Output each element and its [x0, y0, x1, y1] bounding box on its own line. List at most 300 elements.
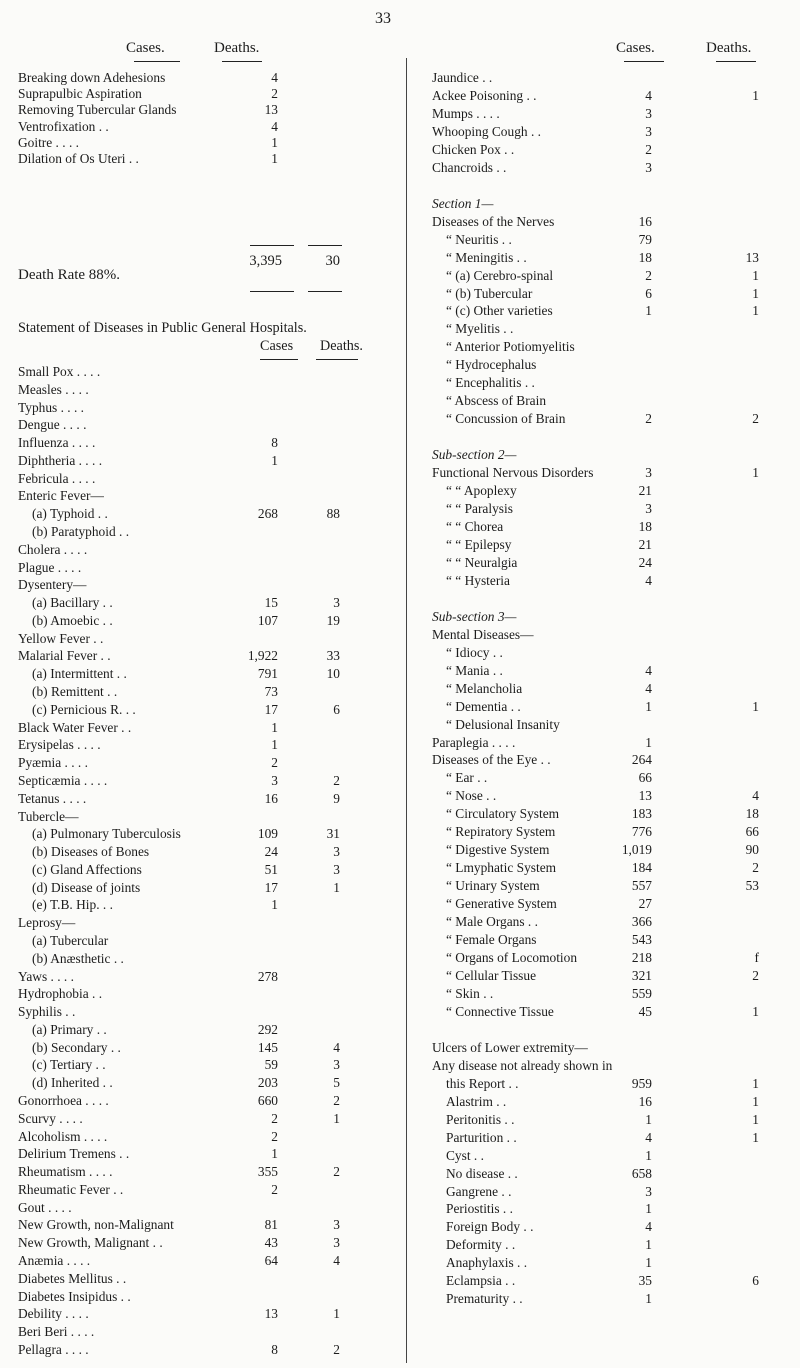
table-row	[18, 364, 358, 380]
row-cases: 1	[645, 1291, 652, 1307]
row-cases: 1,922	[247, 648, 278, 664]
table-row	[432, 627, 792, 643]
row-cases: 791	[257, 666, 278, 682]
row-label: Whooping Cough . .	[432, 123, 541, 139]
row-label: Dilation of Os Uteri . .	[18, 151, 139, 166]
row-cases: 1	[645, 1147, 652, 1163]
row-label: Diseases of the Nerves	[432, 213, 555, 229]
table-row	[432, 914, 792, 930]
row-label: (b) Anæsthetic . .	[32, 950, 124, 966]
row-cases: 1	[645, 1255, 652, 1271]
row-deaths: 1	[752, 285, 759, 301]
row-label: Eclampsia . .	[446, 1273, 516, 1289]
table-row	[18, 524, 358, 540]
table-row	[432, 303, 792, 319]
table-row	[432, 645, 792, 661]
row-deaths: 1	[752, 1003, 759, 1019]
row-cases: 43	[264, 1235, 278, 1251]
row-cases: 2	[271, 1128, 278, 1144]
row-label: Plague . . . .	[18, 559, 82, 575]
row-label: (d) Inherited . .	[32, 1075, 113, 1091]
header-underline	[222, 61, 262, 62]
row-cases: 1,019	[621, 842, 652, 858]
row-label: Sub-section 2—	[432, 447, 517, 463]
table-row	[432, 357, 792, 373]
sum-line	[250, 291, 294, 292]
row-deaths: 1	[752, 1075, 759, 1091]
row-cases: 3	[645, 159, 652, 175]
row-cases: 959	[631, 1075, 652, 1091]
row-label: Peritonitis . .	[446, 1111, 515, 1127]
table-row	[432, 555, 792, 571]
sum-line	[250, 245, 294, 246]
row-label: Deformity . .	[446, 1237, 516, 1253]
table-row	[432, 699, 792, 715]
table-row	[432, 1076, 792, 1092]
row-label: New Growth, non-Malignant	[18, 1217, 174, 1233]
row-cases: 184	[631, 860, 652, 876]
table-row	[18, 1217, 358, 1233]
row-cases: 3	[645, 1183, 652, 1199]
row-label: (a) Intermittent . .	[32, 666, 127, 682]
table-row	[18, 1253, 358, 1269]
row-deaths: 3	[333, 844, 340, 860]
row-label: Functional Nervous Disorders	[432, 465, 594, 481]
row-cases: 543	[631, 932, 652, 948]
row-label: New Growth, Malignant . .	[18, 1235, 163, 1251]
table-row	[432, 1022, 792, 1038]
row-cases: 66	[638, 770, 652, 786]
row-cases: 2	[645, 141, 652, 157]
page-number: 33	[375, 10, 391, 27]
table-row	[18, 560, 358, 576]
table-row	[432, 214, 792, 230]
row-label: Any disease not already shown in	[432, 1057, 613, 1073]
row-label: “ Melancholia	[446, 680, 523, 696]
row-cases: 27	[638, 896, 652, 912]
table-row	[432, 250, 792, 266]
row-cases: 59	[264, 1057, 278, 1073]
table-row	[18, 809, 358, 825]
row-label: Ulcers of Lower extremity—	[432, 1039, 588, 1055]
row-label: Yaws . . . .	[18, 968, 74, 984]
row-cases: 2	[271, 1181, 278, 1197]
table-row	[432, 1094, 792, 1110]
row-cases: 18	[638, 249, 652, 265]
table-row	[432, 788, 792, 804]
table-row	[18, 102, 358, 118]
row-deaths: 2	[752, 968, 759, 983]
table-row	[432, 429, 792, 445]
table-row	[18, 755, 358, 771]
row-cases: 559	[631, 985, 652, 1001]
row-label: Gangrene . .	[446, 1183, 512, 1199]
row-label: “ Skin . .	[446, 985, 494, 1001]
row-cases: 81	[264, 1217, 278, 1233]
table-row	[18, 933, 358, 949]
row-cases: 4	[645, 572, 652, 588]
table-row	[432, 1040, 792, 1056]
header-underline	[716, 61, 756, 62]
row-deaths: 1	[752, 87, 759, 103]
row-deaths: 1	[333, 879, 340, 895]
left-cases-header: Cases.	[126, 40, 165, 56]
row-label: Debility . . . .	[18, 1306, 89, 1322]
table-row	[432, 1184, 792, 1200]
row-label: Diabetes Mellitus . .	[18, 1270, 127, 1286]
table-row	[432, 70, 792, 86]
row-cases: 1	[271, 737, 278, 753]
row-label: Pyæmia . . . .	[18, 755, 88, 771]
table-row	[432, 178, 792, 194]
row-label: (a) Primary . .	[32, 1021, 107, 1037]
row-label: Suprapulbic Aspiration	[18, 86, 142, 102]
table-row	[18, 1040, 358, 1056]
column-divider	[406, 58, 407, 1363]
row-label: Syphilis . .	[18, 1004, 76, 1020]
row-cases: 1	[645, 303, 652, 319]
row-label: (d) Disease of joints	[32, 879, 141, 895]
table-row	[18, 1075, 358, 1091]
row-label: Alastrim . .	[446, 1093, 507, 1109]
row-deaths: 1	[752, 1129, 759, 1145]
table-row	[432, 1130, 792, 1146]
header-underline	[316, 359, 358, 360]
table-row	[18, 720, 358, 736]
row-cases: 1	[645, 698, 652, 714]
row-deaths: 1	[333, 1306, 340, 1322]
row-label: Gonorrhoea . . . .	[18, 1092, 109, 1108]
row-deaths: 66	[745, 824, 759, 840]
table-row	[18, 737, 358, 753]
table-row	[432, 411, 792, 427]
row-cases: 8	[271, 435, 278, 451]
table-row	[432, 1112, 792, 1128]
table-row	[18, 897, 358, 913]
row-label: Rheumatic Fever . .	[18, 1181, 124, 1197]
row-label: Delirium Tremens . .	[18, 1146, 130, 1162]
table-row	[432, 663, 792, 679]
row-cases: 2	[271, 755, 278, 771]
row-cases: 6	[645, 285, 652, 301]
row-cases: 21	[638, 483, 652, 499]
row-cases: 658	[631, 1165, 652, 1181]
table-row	[432, 286, 792, 302]
row-cases: 16	[638, 213, 652, 229]
table-row	[18, 542, 358, 558]
row-label: (a) Pulmonary Tuberculosis	[32, 826, 181, 842]
table-row	[432, 124, 792, 140]
row-label: (b) Amoebic . .	[32, 612, 113, 628]
row-cases: 3	[271, 772, 278, 788]
table-row	[432, 268, 792, 284]
row-label: Diphtheria . . . .	[18, 452, 103, 468]
row-cases: 4	[645, 662, 652, 678]
row-cases: 268	[257, 506, 278, 522]
row-label: “ “ Paralysis	[446, 501, 513, 517]
row-cases: 35	[638, 1273, 652, 1289]
row-cases: 24	[264, 844, 278, 860]
table-row	[18, 1057, 358, 1073]
row-deaths: 6	[333, 701, 340, 717]
row-label: “ Generative System	[446, 896, 557, 912]
row-cases: 3	[645, 465, 652, 481]
table-row	[432, 1291, 792, 1307]
row-cases: 2	[271, 1110, 278, 1126]
table-row	[18, 1164, 358, 1180]
row-label: Periostitis . .	[446, 1201, 513, 1217]
table-row	[432, 1255, 792, 1271]
row-cases: 51	[264, 861, 278, 877]
row-label: Dysentery—	[18, 577, 87, 593]
row-cases: 355	[257, 1164, 278, 1180]
row-deaths: 9	[333, 790, 340, 806]
row-label: (a) Bacillary . .	[32, 595, 113, 611]
totals-deaths: 30	[325, 253, 340, 269]
row-label: Paraplegia . . . .	[432, 734, 516, 750]
row-label: No disease . .	[446, 1165, 518, 1181]
row-cases: 107	[257, 612, 278, 628]
table-row	[432, 860, 792, 876]
row-deaths: 10	[326, 666, 340, 682]
header-underline	[624, 61, 664, 62]
row-label: Removing Tubercular Glands	[18, 102, 177, 118]
row-deaths: 4	[752, 788, 759, 804]
row-cases: 1	[645, 734, 652, 750]
table-row	[432, 339, 792, 355]
row-cases: 264	[631, 752, 652, 768]
row-label: “ Neuritis . .	[446, 231, 512, 247]
row-cases: 2	[645, 267, 652, 283]
row-label: Leprosy—	[18, 915, 76, 931]
table-row	[432, 447, 792, 463]
table-row	[432, 950, 792, 966]
table-row	[432, 142, 792, 158]
row-cases: 557	[631, 878, 652, 894]
row-label: Anæmia . . . .	[18, 1253, 91, 1268]
row-deaths: 1	[752, 267, 759, 283]
table-row	[432, 770, 792, 786]
row-label: Dengue . . . .	[18, 417, 87, 433]
row-label: “ “ Apoplexy	[446, 483, 517, 499]
table-row	[18, 1146, 358, 1162]
row-label: “ Dementia . .	[446, 698, 521, 714]
table-row	[18, 986, 358, 1002]
row-label: (b) Remittent . .	[32, 684, 118, 700]
row-label: (a) Tubercular	[32, 932, 109, 948]
table-row	[18, 435, 358, 451]
row-label: Scurvy . . . .	[18, 1110, 83, 1126]
statement-deaths-header: Deaths.	[320, 338, 363, 354]
table-row	[432, 573, 792, 589]
table-row	[18, 86, 358, 102]
row-cases: 203	[257, 1075, 278, 1091]
death-rate: Death Rate 88%.	[18, 267, 121, 283]
table-row	[432, 88, 792, 104]
row-deaths: 13	[745, 249, 759, 265]
table-row	[18, 1235, 358, 1251]
row-cases: 4	[645, 87, 652, 103]
table-row	[18, 613, 358, 629]
row-label: Small Pox . . . .	[18, 364, 101, 379]
table-row	[18, 70, 358, 86]
row-label: “ (a) Cerebro-spinal	[446, 267, 554, 283]
row-cases: 4	[271, 118, 278, 134]
row-cases: 4	[271, 70, 278, 85]
row-cases: 1	[645, 1201, 652, 1217]
row-label: “ Hydrocephalus	[446, 357, 537, 373]
row-deaths: 2	[752, 411, 759, 427]
table-row	[432, 483, 792, 499]
table-row	[432, 1148, 792, 1164]
row-label: “ Nose . .	[446, 788, 497, 804]
row-label: “ Circulatory System	[446, 806, 560, 822]
table-row	[18, 880, 358, 896]
row-deaths: 2	[333, 1341, 340, 1357]
row-label: “ “ Chorea	[446, 519, 504, 534]
table-row	[432, 932, 792, 948]
table-row	[432, 681, 792, 697]
table-row	[18, 666, 358, 682]
row-label: “ Meningitis . .	[446, 249, 527, 265]
table-row	[432, 824, 792, 840]
row-label: “ Connective Tissue	[446, 1003, 554, 1019]
table-row	[432, 842, 792, 858]
row-label: Sub-section 3—	[432, 608, 517, 624]
table-row	[18, 791, 358, 807]
header-underline	[134, 61, 180, 62]
row-cases: 2	[271, 86, 278, 102]
table-row	[18, 471, 358, 487]
table-row	[432, 609, 792, 625]
table-row	[432, 717, 792, 733]
table-row	[432, 1219, 792, 1235]
row-cases: 13	[638, 788, 652, 804]
table-row	[18, 506, 358, 522]
row-deaths: 1	[752, 698, 759, 714]
row-cases: 15	[264, 595, 278, 611]
table-row	[18, 1093, 358, 1109]
row-cases: 183	[631, 806, 652, 822]
table-row	[18, 1004, 358, 1020]
row-label: Tubercle—	[18, 808, 79, 824]
row-cases: 1	[271, 897, 278, 913]
row-deaths: 19	[326, 612, 340, 628]
row-deaths: 3	[333, 595, 340, 611]
table-row	[432, 806, 792, 822]
table-row	[18, 826, 358, 842]
table-row	[18, 1022, 358, 1038]
left-deaths-header: Deaths.	[214, 40, 260, 56]
row-label: Prematurity . .	[446, 1291, 523, 1307]
row-label: (b) Secondary . .	[32, 1039, 121, 1055]
row-label: “ Ear . .	[446, 770, 488, 786]
row-label: “ Male Organs . .	[446, 914, 538, 930]
table-row	[18, 844, 358, 860]
row-deaths: 1	[752, 303, 759, 319]
statement-cases-header: Cases	[260, 338, 294, 354]
row-deaths: 3	[333, 861, 340, 877]
row-label: Hydrophobia . .	[18, 986, 103, 1002]
table-row	[18, 1182, 358, 1198]
row-deaths: 3	[333, 1235, 340, 1251]
table-row	[18, 382, 358, 398]
row-cases: 3	[645, 105, 652, 121]
row-label: Febricula . . . .	[18, 470, 96, 486]
table-row	[18, 951, 358, 967]
row-label: Jaundice . .	[432, 70, 493, 85]
row-cases: 16	[638, 1093, 652, 1109]
row-cases: 18	[638, 519, 652, 534]
table-row	[432, 106, 792, 122]
row-cases: 79	[638, 231, 652, 247]
row-label: Ventrofixation . .	[18, 118, 109, 134]
row-label: Rheumatism . . . .	[18, 1164, 113, 1180]
row-deaths: 4	[333, 1039, 340, 1055]
row-label: Goitre . . . .	[18, 134, 79, 150]
row-cases: 3	[645, 123, 652, 139]
row-label: “ Female Organs	[446, 932, 537, 948]
table-row	[432, 1004, 792, 1020]
table-row	[18, 702, 358, 718]
sum-line	[308, 245, 342, 246]
row-label: “ Delusional Insanity	[446, 716, 560, 732]
row-label: “ (c) Other varieties	[446, 303, 553, 319]
table-row	[18, 151, 358, 167]
row-label: Mumps . . . .	[432, 105, 500, 121]
table-row	[432, 375, 792, 391]
row-cases: 292	[257, 1021, 278, 1037]
table-row	[432, 393, 792, 409]
row-label: Cyst . .	[446, 1147, 484, 1163]
table-row	[18, 417, 358, 433]
row-cases: 109	[257, 826, 278, 842]
row-cases: 64	[264, 1253, 278, 1268]
table-row	[18, 1306, 358, 1322]
row-label: “ Urinary System	[446, 878, 540, 894]
row-label: (c) Tertiary . .	[32, 1057, 106, 1073]
row-deaths: 6	[752, 1273, 759, 1289]
row-deaths: 2	[333, 772, 340, 788]
row-cases: 1	[271, 452, 278, 468]
row-deaths: 88	[326, 506, 340, 522]
row-label: “ Concussion of Brain	[446, 411, 566, 427]
row-label: Foreign Body . .	[446, 1219, 534, 1235]
row-label: Cholera . . . .	[18, 541, 88, 557]
row-deaths: 4	[333, 1253, 340, 1268]
row-label: Diabetes Insipidus . .	[18, 1288, 131, 1304]
row-label: “ Digestive System	[446, 842, 550, 858]
table-row	[432, 752, 792, 768]
table-row	[432, 465, 792, 481]
table-row	[432, 735, 792, 751]
row-label: Black Water Fever . .	[18, 719, 132, 735]
row-label: Septicæmia . . . .	[18, 772, 108, 788]
row-cases: 776	[631, 824, 652, 840]
row-deaths: 1	[333, 1110, 340, 1126]
table-row	[432, 591, 792, 607]
row-label: Enteric Fever—	[18, 488, 104, 504]
totals-cases: 3,395	[249, 253, 282, 269]
table-row	[18, 648, 358, 664]
row-label: Parturition . .	[446, 1129, 517, 1145]
row-label: Chancroids . .	[432, 159, 507, 175]
row-deaths: 3	[333, 1217, 340, 1233]
row-cases: 4	[645, 1129, 652, 1145]
row-deaths: 18	[745, 806, 759, 822]
row-label: “ “ Neuralgia	[446, 554, 518, 570]
row-cases: 17	[264, 701, 278, 717]
